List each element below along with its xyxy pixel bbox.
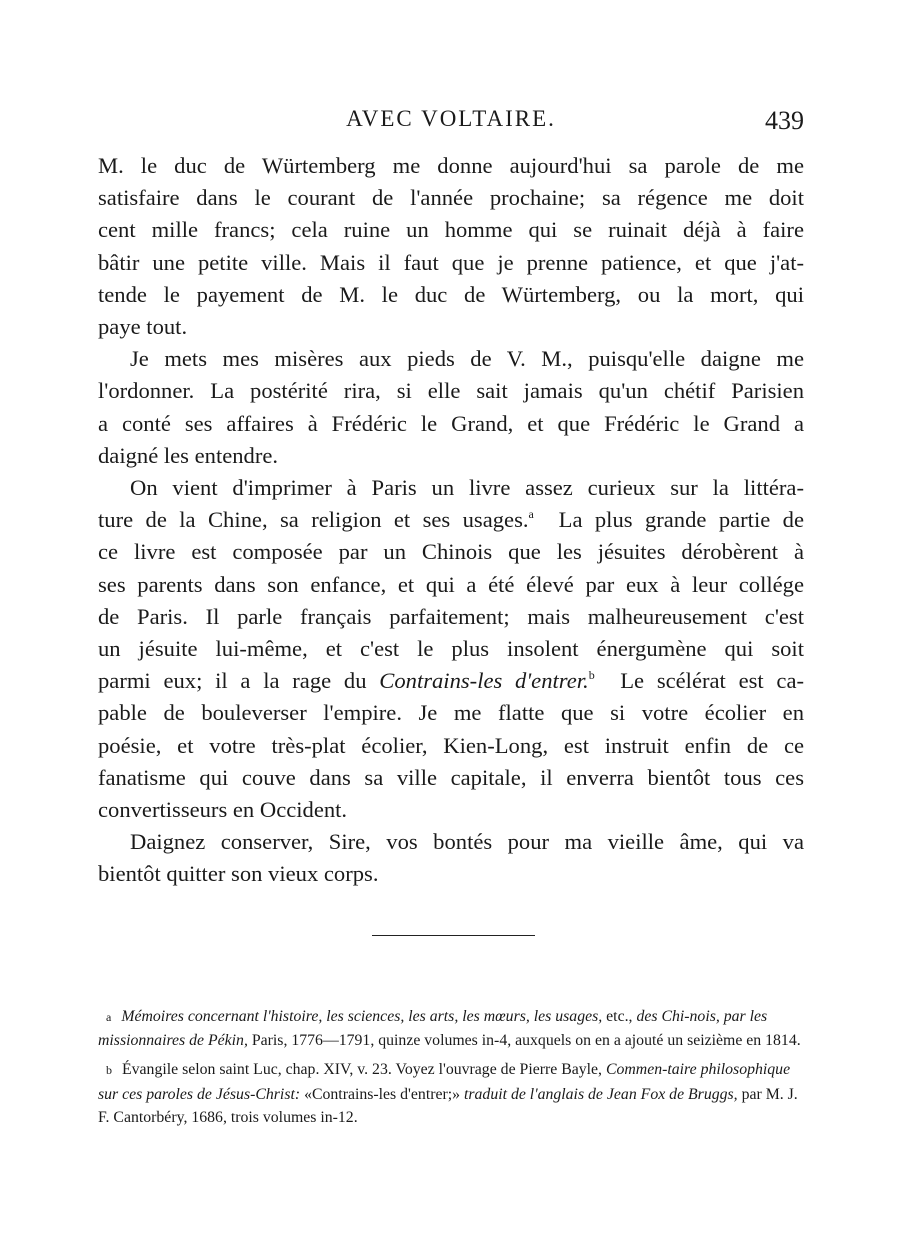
text-segment: La plus grande partie de	[558, 507, 804, 533]
text-line: On vient d'imprimer à Paris un livre assez curieux sur la littéra-	[130, 475, 804, 501]
text-line: tende le payement de M. le duc de Würtemberg, ou la mort, qui	[98, 281, 804, 307]
footnote-text: etc.,	[602, 1008, 637, 1025]
footnote-marker: b	[106, 1063, 112, 1078]
text-line: de Paris. Il parle français parfaitement; mais malheureusement c'est	[98, 603, 804, 629]
text-line	[98, 665, 804, 697]
text-segment: parmi eux; il a la rage du	[98, 668, 367, 694]
text-line: l'ordonner. La postérité rira, si elle sait jamais qu'un chétif Parisien	[98, 378, 804, 404]
footnote-text: Paris, 1776—1791, quinze volumes in-4, auxquels on en a ajouté un seizième en 1814.	[247, 1032, 801, 1050]
text-line: paye tout.	[98, 314, 188, 340]
footnote-marker: a	[106, 1010, 112, 1024]
footnote-a	[98, 1005, 804, 1052]
text-line: satisfaire dans le courant de l'année prochaine; sa régence me doit	[98, 185, 804, 211]
text-line: un jésuite lui-même, et c'est le plus insolent énergumène qui soit	[98, 636, 804, 662]
text-line: bâtir une petite ville. Mais il faut que je prenne patience, et que j'at-	[98, 249, 804, 275]
text-line: Je mets mes misères aux pieds de V. M., puisqu'elle daigne me	[130, 346, 804, 372]
text-line: poésie, et votre très-plat écolier, Kien-Long, est instruit enfin de ce	[98, 732, 804, 758]
footnote-italic: des Chi-nois, par les missionnaires de Pékin,	[98, 1008, 768, 1050]
text-segment: Le scélérat est ca-	[620, 668, 804, 694]
footnote-ref-a[interactable]: a	[528, 507, 534, 522]
text-line: ses parents dans son enfance, et qui a été élevé par eux à leur collége	[98, 571, 804, 597]
footnote-text: Évangile selon saint Luc, chap. XIV, v. 23. Voyez l'ouvrage de Pierre Bayle,	[122, 1061, 606, 1079]
footnote-italic: traduit de l'anglais de Jean Fox de Bruggs,	[463, 1085, 738, 1103]
text-line: convertisseurs en Occident.	[98, 797, 348, 823]
footnote-text: «Contrains-les d'entrer;»	[300, 1085, 464, 1103]
text-segment: ture de la Chine, sa religion et ses usages.	[98, 507, 529, 533]
paragraph-3	[98, 472, 804, 826]
footnote-text: par M. J. F. Cantorbéry, 1686, trois volumes in-12.	[98, 1085, 798, 1126]
footnote-separator	[372, 935, 535, 936]
footnote-italic: Commen-taire philosophique sur ces paroles de Jésus-Christ:	[98, 1061, 791, 1103]
footnotes	[98, 1005, 804, 1135]
text-line: daigné les entendre.	[98, 442, 279, 468]
text-line: cent mille francs; cela ruine un homme qui se ruinait déjà à faire	[98, 217, 804, 243]
body-text	[98, 150, 804, 891]
paragraph-2	[98, 343, 804, 472]
paragraph-1	[98, 150, 804, 343]
footnote-ref-b[interactable]: b	[588, 668, 595, 683]
text-line: ce livre est composée par un Chinois que les jésuites dérobèrent à	[98, 539, 804, 565]
text-line: fanatisme qui couve dans sa ville capitale, il enverra bientôt tous ces	[98, 764, 804, 790]
text-line: M. le duc de Würtemberg me donne aujourd'hui sa parole de me	[98, 153, 804, 178]
text-line: pable de bouleverser l'empire. Je me flatte que si votre écolier en	[98, 700, 804, 726]
page-number: 439	[765, 106, 804, 135]
paragraph-4	[98, 826, 804, 890]
italic-quote: Contrains-les d'entrer.	[379, 668, 589, 694]
text-line: a conté ses affaires à Frédéric le Grand, et que Frédéric le Grand a	[98, 410, 804, 436]
footnote-italic: Mémoires concernant l'histoire, les sciences, les arts, les mœurs, les usages,	[121, 1008, 603, 1025]
text-line	[98, 504, 804, 536]
text-line: bientôt quitter son vieux corps.	[98, 861, 379, 887]
text-line: Daignez conserver, Sire, vos bontés pour ma vieille âme, qui va	[130, 829, 804, 855]
running-head-title: AVEC VOLTAIRE.	[346, 106, 556, 131]
footnote-b	[98, 1058, 804, 1129]
running-head	[98, 106, 804, 142]
